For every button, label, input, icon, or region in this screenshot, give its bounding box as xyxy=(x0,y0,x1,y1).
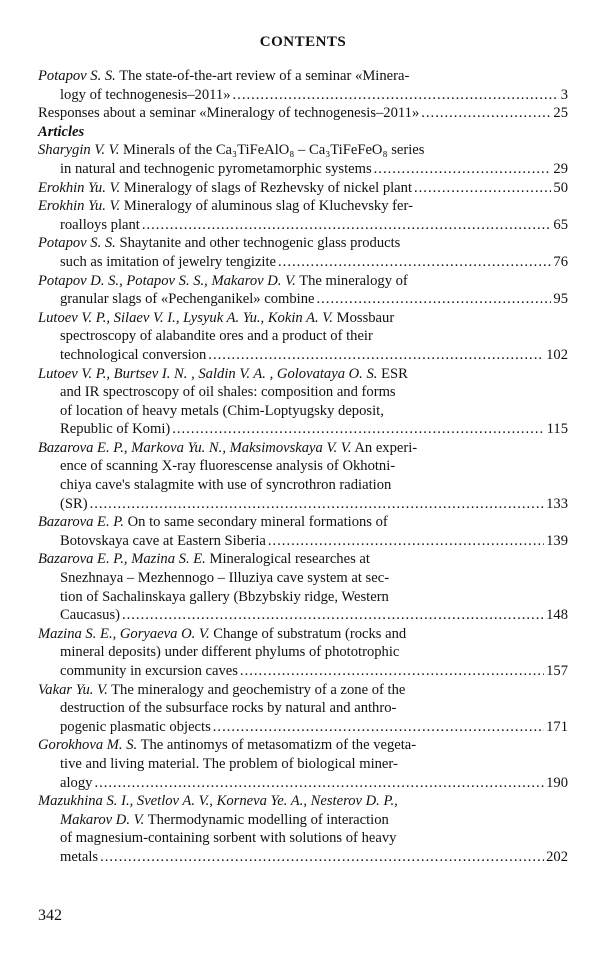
toc-entry[interactable]: Lutoev V. P., Silaev V. I., Lysyuk A. Yu., Kokin A. V. Mossbaur spectroscopy of alabandite ores and a product of their technological conversion ..... 102 xyxy=(38,309,568,365)
toc-page-number: 29 xyxy=(553,160,568,177)
dot-leader xyxy=(208,346,544,365)
toc-entry-title: The state-of-the-art review of a seminar «Minera- xyxy=(119,68,410,84)
dot-leader xyxy=(233,86,559,105)
dot-leader xyxy=(94,774,544,793)
toc-page-number: 65 xyxy=(553,216,568,233)
page-number: 342 xyxy=(38,907,62,924)
toc-page-number: 76 xyxy=(553,253,568,270)
dot-leader xyxy=(213,718,544,737)
toc-entry-authors: Potapov S. S. xyxy=(38,68,116,84)
toc-page-number: 50 xyxy=(553,179,568,196)
toc-page-number: 115 xyxy=(546,421,568,438)
toc-entry-line xyxy=(38,67,568,86)
toc-entry[interactable]: Vakar Yu. V. The mineralogy and geochemistry of a zone of the destruction of the subsurface rocks by natural and anthro- pogenic plasmatic objects ..... 171 xyxy=(38,681,568,737)
toc-entry[interactable]: Erokhin Yu. V. Mineralogy of aluminous slag of Kluchevsky fer- roalloys plant ..... 65 xyxy=(38,197,568,234)
dot-leader xyxy=(122,606,544,625)
dot-leader xyxy=(100,848,544,867)
section-heading: Articles xyxy=(38,123,85,140)
toc-page-number: 3 xyxy=(560,86,568,103)
toc-page-number: 190 xyxy=(546,774,568,791)
toc-page-number: 171 xyxy=(546,718,568,735)
toc-entry[interactable] xyxy=(38,104,568,123)
dot-leader xyxy=(414,179,551,198)
dot-leader xyxy=(317,290,552,309)
toc-entry[interactable]: Lutoev V. P., Burtsev I. N. , Saldin V. A. , Golovataya O. S. ESR and IR spectroscopy of oil shales: composition and forms of location of heavy metals (Chim-Loptyugsky deposit, Republic of Komi) ..... 115 xyxy=(38,365,568,439)
dot-leader xyxy=(240,662,544,681)
toc-entry[interactable] xyxy=(38,67,568,104)
toc-entry[interactable]: Mazukhina S. I., Svetlov A. V., Korneva Ye. A., Nesterov D. P., Makarov D. V. Thermodynamic modelling of interaction of magnesium-containing sorbent with solutions of heavy metals ..... 202 xyxy=(38,792,568,866)
contents-heading: CONTENTS xyxy=(259,34,347,50)
toc-entry[interactable]: Potapov S. S. Shaytanite and other technogenic glass products such as imitation of jewelry tengizite ..... 76 xyxy=(38,234,568,271)
toc-entry[interactable]: Bazarova E. P. On to same secondary mineral formations of Botovskaya cave at Eastern Siberia ..... 139 xyxy=(38,513,568,550)
table-of-contents xyxy=(38,67,568,867)
toc-page-number: 148 xyxy=(546,607,568,624)
dot-leader xyxy=(278,253,551,272)
toc-entry[interactable]: Bazarova E. P., Mazina S. E. Mineralogical researches at Snezhnaya – Mezhennogo – Illuziya cave system at sec- tion of Sachalinskaya gallery (Bbzybskiy ridge, Western Caucasus) ..... 148 xyxy=(38,550,568,624)
toc-page-number: 139 xyxy=(546,532,568,549)
toc-entry-last-line: logy of technogenesis–2011» ..... 3 xyxy=(38,86,568,105)
toc-entry[interactable]: Sharygin V. V. Minerals of the Ca₃TiFeAlO₈ – Ca₃TiFeFeO₈ series in natural and technogenic pyrometamorphic systems ..... 29 xyxy=(38,141,568,178)
dot-leader xyxy=(268,532,544,551)
dot-leader xyxy=(90,495,545,514)
toc-entry[interactable]: Mazina S. E., Goryaeva O. V. Change of substratum (rocks and mineral deposits) under different phylums of phototrophic community in excursion caves ..... 157 xyxy=(38,625,568,681)
toc-page-number: 157 xyxy=(546,663,568,679)
toc-page-number: 102 xyxy=(546,346,568,363)
toc-page-number: 133 xyxy=(546,495,568,512)
toc-page-number: 202 xyxy=(546,848,568,865)
toc-entry[interactable]: Potapov D. S., Potapov S. S., Makarov D. V. The mineralogy of granular slags of «Pechenganikel» combine ..... 95 xyxy=(38,272,568,309)
toc-page-number: 95 xyxy=(553,291,568,308)
toc-entry[interactable]: Gorokhova M. S. The antinomys of metasomatizm of the vegeta- tive and living material. The problem of biological miner- alogy ..... 190 xyxy=(38,736,568,792)
dot-leader xyxy=(142,216,552,235)
toc-entry[interactable]: Bazarova E. P., Markova Yu. N., Maksimovskaya V. V. An experi- ence of scanning X-ray fluorescense analysis of Okhotni- chiya cave's stalagmite with use of syncrothron radiation (SR) ..... 133 xyxy=(38,439,568,513)
dot-leader xyxy=(172,420,544,439)
dot-leader xyxy=(421,104,551,123)
dot-leader xyxy=(374,160,552,179)
toc-page-number: 25 xyxy=(553,105,568,122)
toc-entry-last-line: Responses about a seminar «Mineralogy of technogenesis–2011» ..... 25 xyxy=(38,104,568,123)
toc-entry[interactable]: Erokhin Yu. V. Mineralogy of slags of Rezhevsky of nickel plant ..... 50 xyxy=(38,179,568,198)
